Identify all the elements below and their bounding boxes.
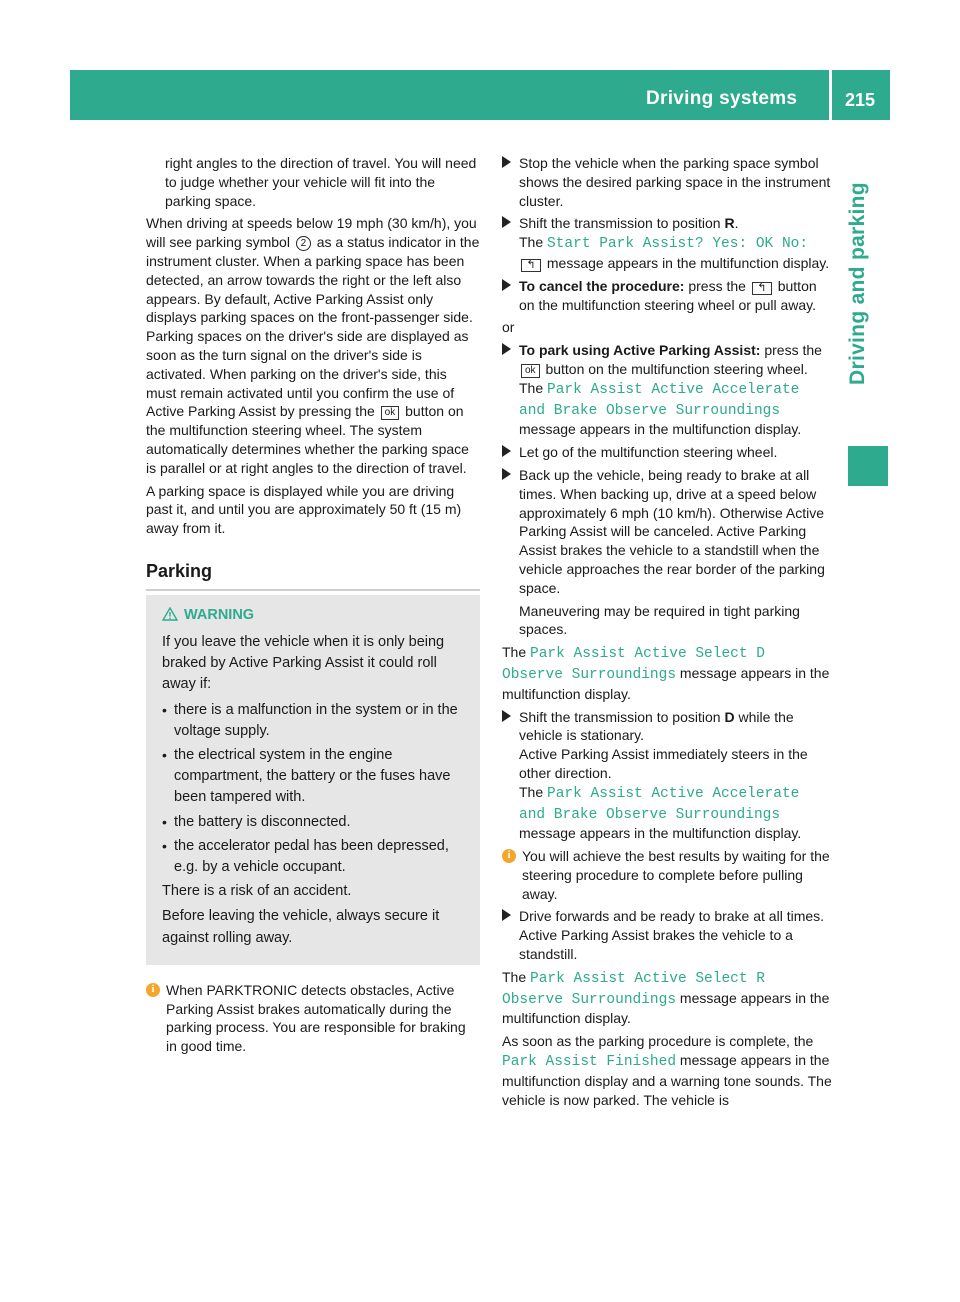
warning-advice: Before leaving the vehicle, always secure it against rolling away.	[162, 908, 440, 946]
paragraph-select-d: The Park Assist Active Select D Observe Surroundings message appears in the multifunction display.	[502, 644, 830, 702]
display-message: Park Assist Active Select D Observe Surroundings	[502, 646, 765, 683]
step-arrow-icon	[502, 216, 511, 228]
bullet-icon: •	[162, 701, 167, 718]
warning-bullet: • the battery is disconnected.	[162, 812, 468, 833]
step-back-up: Back up the vehicle, being ready to brake at all times. When backing up, drive at a speed below approximately 6 mph (10 km/h). Otherwise Active Parking Assist will be canceled. Active Parking Assist brakes the vehicle to a standstill when the vehicle approaches the rear border of the parking space. Maneuvering may be required in tight parking spaces.	[502, 466, 834, 639]
warning-intro: If you leave the vehicle when it is only being braked by Active Parking Assist it could roll away if:	[162, 633, 445, 693]
ok-key-icon: ok	[521, 364, 540, 378]
section-title: Driving systems	[646, 88, 798, 109]
step-cancel: To cancel the procedure: press the ↰ button on the multifunction steering wheel or pull away.	[502, 277, 834, 315]
warning-triangle-icon	[162, 607, 178, 621]
info-note: i When PARKTRONIC detects obstacles, Active Parking Assist brakes automatically during the parking process. You are responsible for braking in good time.	[146, 981, 480, 1056]
step-start-park: To park using Active Parking Assist: press the ok button on the multifunction steering wheel. The Park Assist Active Accelerate and Brake Observe Surroundings message appears in the multifunction display.	[502, 341, 834, 439]
paragraph-finished: As soon as the parking procedure is complete, the Park Assist Finished message appears in the multifunction display and a warning tone sounds. The vehicle is now parked. The vehicle is	[502, 1033, 832, 1108]
chapter-tab-label: Driving and parking	[846, 182, 869, 385]
intro-text: right angles to the direction of travel. You will need to judge whether your vehicle will fit into the parking space.	[165, 155, 477, 209]
warning-risk: There is a risk of an accident.	[162, 883, 352, 900]
info-icon: i	[146, 983, 160, 997]
step-arrow-icon	[502, 279, 511, 291]
chapter-tab-marker	[848, 446, 888, 486]
heading-rule	[146, 589, 480, 591]
bullet-icon: •	[162, 746, 167, 763]
warning-title: WARNING	[162, 605, 468, 626]
step-shift-d: Shift the transmission to position D while the vehicle is stationary. Active Parking Assist immediately steers in the other direction. The Park Assist Active Accelerate and Brake Observe Surroundings message appears in the multifunction display.	[502, 708, 834, 844]
step-arrow-icon	[502, 156, 511, 168]
back-key-icon: ↰	[752, 282, 772, 295]
display-message: Park Assist Finished	[502, 1054, 677, 1071]
step-arrow-icon	[502, 710, 511, 722]
display-message: Park Assist Active Accelerate and Brake Observe Surroundings	[519, 381, 800, 419]
step-arrow-icon	[502, 468, 511, 480]
warning-bullet: • the accelerator pedal has been depressed, e.g. by a vehicle occupant.	[162, 837, 449, 875]
info-note: i You will achieve the best results by waiting for the steering procedure to complete before pulling away.	[502, 847, 834, 903]
step-shift-r: Shift the transmission to position R. The Start Park Assist? Yes: OK No: ↰ message appears in the multifunction display.	[502, 214, 834, 272]
step-let-go: Let go of the multifunction steering wheel.	[502, 443, 834, 462]
bullet-icon: •	[162, 837, 167, 854]
parking-symbol-icon: 2	[296, 236, 311, 251]
step-arrow-icon	[502, 909, 511, 921]
left-column	[146, 154, 480, 1060]
heading-parking: Parking	[146, 560, 213, 581]
maneuvering-note: Maneuvering may be required in tight parking spaces.	[519, 602, 800, 638]
step-drive-forwards: Drive forwards and be ready to brake at all times. Active Parking Assist brakes the vehicle to a standstill.	[502, 907, 834, 963]
display-message: Park Assist Active Select R Observe Surroundings	[502, 970, 765, 1008]
step-arrow-icon	[502, 343, 511, 355]
bullet-icon: •	[162, 813, 167, 830]
back-key-icon: ↰	[521, 259, 541, 272]
display-message: Park Assist Active Accelerate and Brake Observe Surroundings	[519, 785, 800, 823]
paragraph-parking-symbol: When driving at speeds below 19 mph (30 km/h), you will see parking symbol 2 as a status indicator in the instrument cluster. When a parking space has been detected, an arrow towards the right or the left also appears. By default, Active Parking Assist only displays parking spaces on the front-passenger side. Parking spaces on the driver's side are displayed as soon as the turn signal on the driver's side is activated. When parking on the driver's side, this must remain activated until you confirm the use of Active Parking Assist by pressing the ok button on the multifunction steering wheel. The system automatically determines whether the parking space is parallel or at right angles to the direction of travel.	[146, 215, 480, 476]
header-divider	[829, 70, 832, 120]
info-icon: i	[502, 849, 516, 863]
display-message: Start Park Assist? Yes: OK No:	[547, 236, 809, 253]
paragraph-display-distance: A parking space is displayed while you are driving past it, and until you are approximately 50 ft (15 m) away from it.	[146, 482, 462, 537]
step-arrow-icon	[502, 445, 511, 457]
warning-bullet: • there is a malfunction in the system or in the voltage supply.	[162, 701, 458, 739]
right-column	[502, 154, 834, 1113]
warning-box	[146, 595, 480, 965]
paragraph-select-r: The Park Assist Active Select R Observe Surroundings message appears in the multifunction display.	[502, 968, 830, 1027]
ok-key-icon: ok	[381, 406, 400, 420]
or-text: or	[502, 319, 515, 336]
page-number: 215	[845, 90, 876, 110]
step-stop-vehicle: Stop the vehicle when the parking space symbol shows the desired parking space in the instrument cluster.	[502, 154, 834, 210]
warning-bullet: • the electrical system in the engine compartment, the battery or the fuses have been tampered with.	[162, 746, 451, 806]
